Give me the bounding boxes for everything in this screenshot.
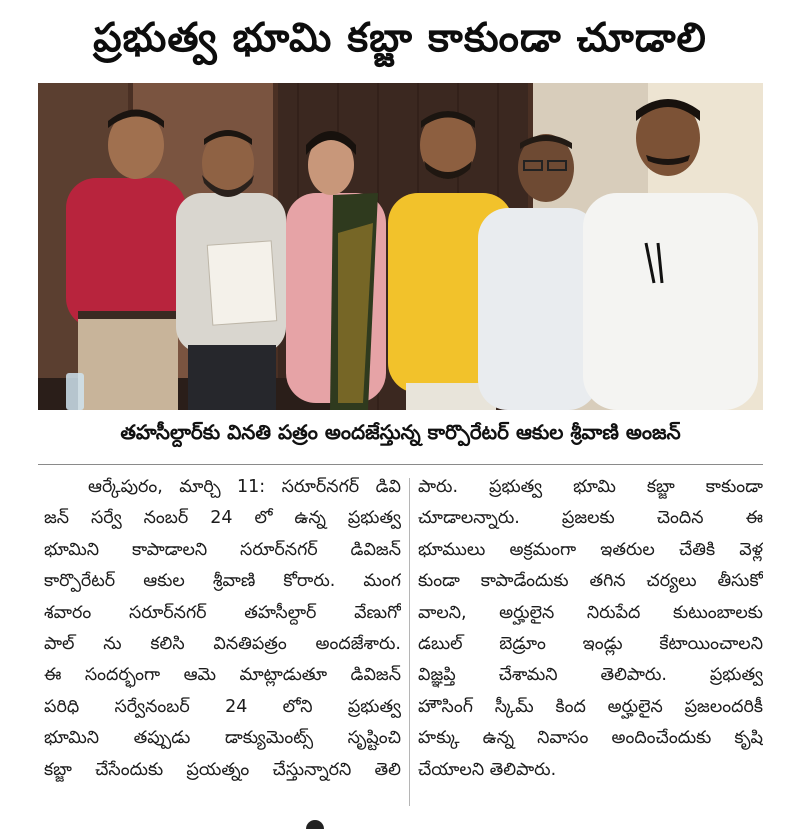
article-line: హౌసింగ్ స్కీమ్ కింద అర్హులైన ప్రజలందరికీ	[418, 696, 763, 717]
article-line: భూమిని తప్పుడు డాక్యుమెంట్స్ సృష్టించి	[44, 728, 401, 749]
article-right-column	[418, 472, 763, 812]
photo-caption: తహసీల్దార్‌కు వినతి పత్రం అందజేస్తున్న కార్పొరేటర్ ఆకుల శ్రీవాణి అంజన్	[120, 419, 681, 444]
article-line: చూడాలన్నారు. ప్రజలకు చెందిన ఈ	[418, 508, 763, 529]
article-line: హక్కు ఉన్న నివాసం అందించేందుకు కృషి	[418, 728, 763, 749]
article-line: పారు. ప్రభుత్వ భూమి కబ్జా కాకుండా	[418, 477, 763, 497]
article-line: చేయాలని తెలిపారు.	[418, 759, 557, 780]
article-line: భూమిని కాపాడాలని సరూర్‌నగర్ డివిజన్	[44, 539, 401, 560]
next-article-fragment	[306, 820, 324, 829]
article-line: కుండా కాపాడేందుకు తగిన చర్యలు తీసుకో	[418, 571, 763, 592]
article-line: శవారం సరూర్‌నగర్ తహసీల్దార్ వేణుగో	[44, 602, 401, 623]
article-line: పాల్ ను కలిసి వినతిపత్రం అందజేశారు.	[44, 633, 401, 654]
headline: ప్రభుత్వ భూమి కబ్జా కాకుండా చూడాలి	[93, 15, 707, 61]
column-divider	[409, 478, 410, 806]
article-left-column	[44, 472, 401, 812]
caption-rule	[38, 464, 763, 465]
article-line: ఆర్కేపురం, మార్చి 11: సరూర్‌నగర్ డివి	[88, 477, 401, 497]
article-line: జన్ సర్వే నంబర్ 24 లో ఉన్న ప్రభుత్వ	[44, 508, 401, 529]
article-line: కార్పొరేటర్ ఆకుల శ్రీవాణి కోరారు. మంగ	[44, 571, 401, 592]
article-line: పరిధి సర్వేనంబర్ 24 లోని ప్రభుత్వ	[44, 696, 401, 717]
article-line: ఈ సందర్భంగా ఆమె మాట్లాడుతూ డివిజన్	[44, 665, 401, 686]
article-line: వాలని, అర్హులైన నిరుపేద కుటుంబాలకు	[418, 602, 763, 623]
article-line: డబుల్ బెడ్రూం ఇండ్లు కేటాయించాలని	[418, 633, 763, 654]
article-line: కబ్జా చేసేందుకు ప్రయత్నం చేస్తున్నారని తెలి	[44, 759, 401, 780]
news-photo	[38, 83, 763, 410]
article-line: విజ్ఞప్తి చేశామని తెలిపారు. ప్రభుత్వ	[418, 665, 763, 686]
article-line: భూములు అక్రమంగా ఇతరుల చేతికి వెళ్ల	[418, 539, 763, 560]
photo-illustration	[38, 83, 763, 410]
